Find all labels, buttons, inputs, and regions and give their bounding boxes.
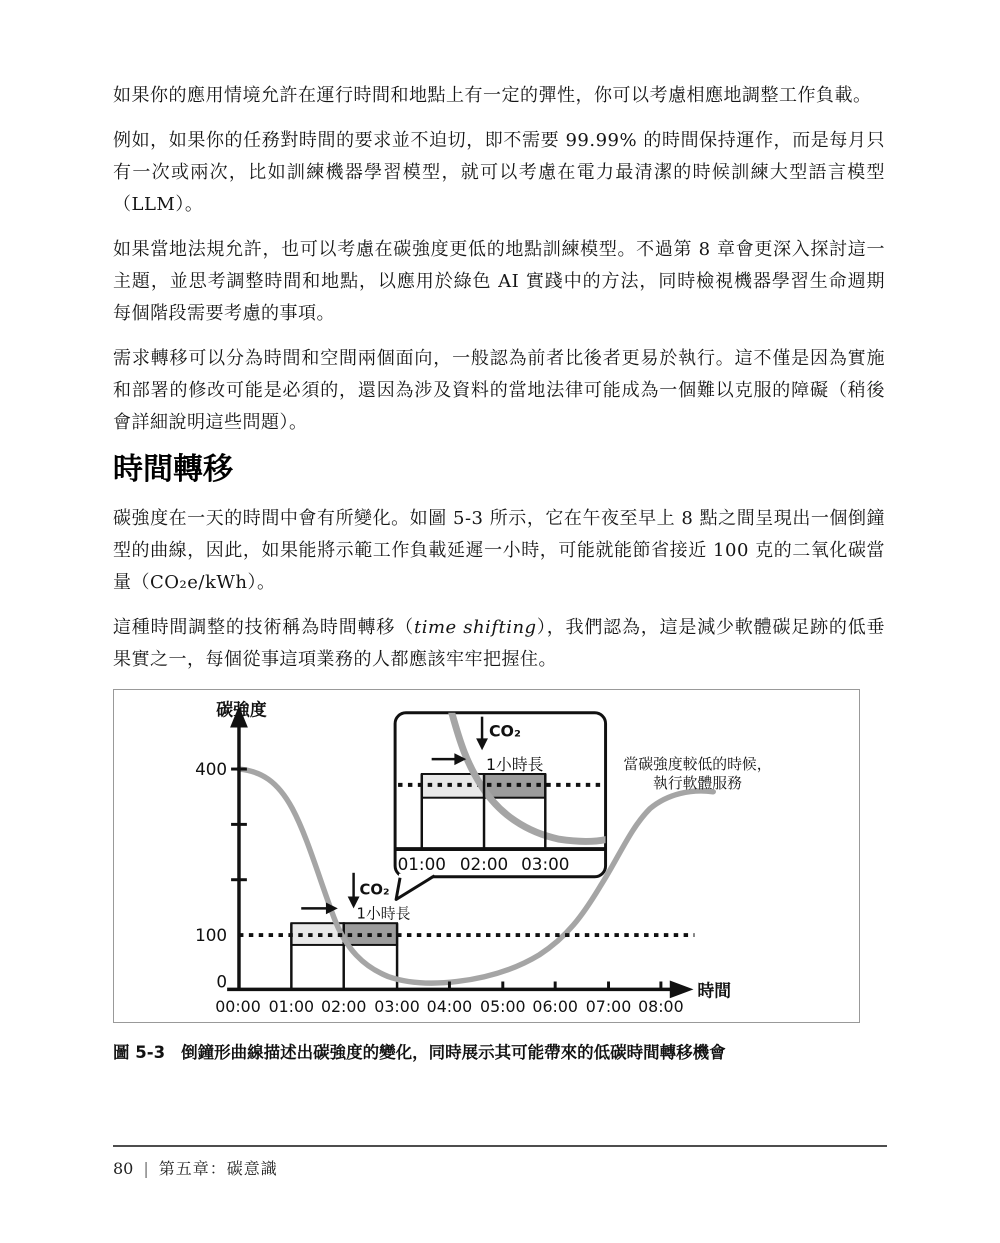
paragraph-2: 例如，如果你的任務對時間的要求並不迫切，即不需要 99.99% 的時間保持運作，而是每月只有一次或兩次，比如訓練機器學習模型，就可以考慮在電力最清潔的時候訓練大型語言模型（LLM）。: [113, 130, 885, 215]
duration-label: 1小時長: [356, 905, 411, 923]
inset-co2-label: CO₂: [488, 721, 521, 741]
carbon-intensity-chart: [114, 690, 859, 1022]
paragraph-4: 需求轉移可以分為時間和空間兩個面向，一般認為前者比後者更易於執行。這不僅是因為實施和部署的修改可能是必須的，還因為涉及資料的當地法律可能成為一個難以克服的障礙（稍後會詳細說明這些問題）。: [113, 348, 885, 433]
paragraph-5: 碳強度在一天的時間中會有所變化。如圖 5-3 所示，它在午夜至早上 8 點之間呈現出一個倒鐘型的曲線，因此，如果能將示範工作負載延遲一小時，可能就能節省接近 100 克的二氧化碳當量（CO₂e/kWh）。: [113, 508, 885, 593]
footer-separator: |: [143, 1159, 149, 1178]
x-tick-0400: 04:00: [426, 997, 473, 1017]
inset-x-tick-0300: 03:00: [521, 853, 570, 874]
main-annotations: [301, 873, 410, 922]
paragraph-3: 如果當地法規允許，也可以考慮在碳強度更低的地點訓練模型。不過第 8 章會更深入探討這一主題，並思考調整時間和地點，以應用於綠色 AI 實踐中的方法，同時檢視機器學習生命週期每個階段需要考慮的事項。: [113, 239, 885, 324]
x-axis: [215, 980, 731, 1016]
x-tick-0300: 03:00: [374, 997, 420, 1017]
figure-caption-text: 倒鐘形曲線描述出碳強度的變化，同時展示其可能帶來的低碳時間轉移機會: [181, 1043, 726, 1062]
paragraph-1: 如果你的應用情境允許在運行時間和地點上有一定的彈性，你可以考慮相應地調整工作負載。: [113, 85, 872, 106]
x-axis-arrowhead-icon: [670, 981, 694, 999]
x-tick-0500: 05:00: [480, 997, 526, 1017]
section-heading: 時間轉移: [113, 452, 233, 487]
figure-5-3: [113, 689, 860, 1023]
page-number: 80: [113, 1159, 134, 1178]
figure-caption-label: 圖 5-3: [113, 1043, 166, 1062]
y-tick-100: 100: [195, 924, 228, 945]
y-tick-400: 400: [195, 758, 228, 779]
y-tick-0: 0: [216, 971, 228, 992]
x-tick-0200: 02:00: [320, 997, 367, 1017]
low-carbon-note: [623, 755, 771, 792]
figure-caption: [113, 1039, 885, 1063]
footer-rule: [113, 1145, 887, 1147]
x-tick-0600: 06:00: [532, 997, 578, 1017]
paragraph-6-italic-term: time shifting: [413, 617, 537, 638]
callout-bubble: [395, 708, 607, 900]
y-axis-label: 碳強度: [216, 699, 267, 720]
paragraph-6: [113, 612, 885, 676]
inset-duration-label: 1小時長: [486, 755, 544, 775]
note-line-2: 執行軟體服務: [653, 774, 742, 792]
x-tick-0000: 00:00: [215, 997, 261, 1017]
inset-x-tick-0100: 01:00: [397, 853, 446, 874]
inset-x-tick-0200: 02:00: [459, 853, 509, 874]
x-tick-0100: 01:00: [268, 997, 315, 1017]
chapter-title: 第五章：碳意識: [158, 1159, 278, 1178]
inset-bar-shifted: [484, 774, 545, 798]
note-line-1: 當碳強度較低的時候，: [623, 756, 772, 774]
x-axis-label: 時間: [697, 980, 732, 1001]
paragraph-6-post: ），我們認為，這是減少軟體碳足跡的低垂果實之一，每個從事這項業務的人都應該牢牢把握住。: [113, 617, 886, 670]
page-content: [113, 0, 885, 1063]
paragraph-6-pre: 這種時間調整的技術稱為時間轉移（: [113, 617, 414, 638]
co2-label: CO₂: [359, 881, 390, 899]
x-tick-0800: 08:00: [638, 997, 684, 1017]
y-axis: [195, 700, 267, 992]
page-footer: [113, 1145, 887, 1179]
x-tick-0700: 07:00: [585, 997, 632, 1017]
